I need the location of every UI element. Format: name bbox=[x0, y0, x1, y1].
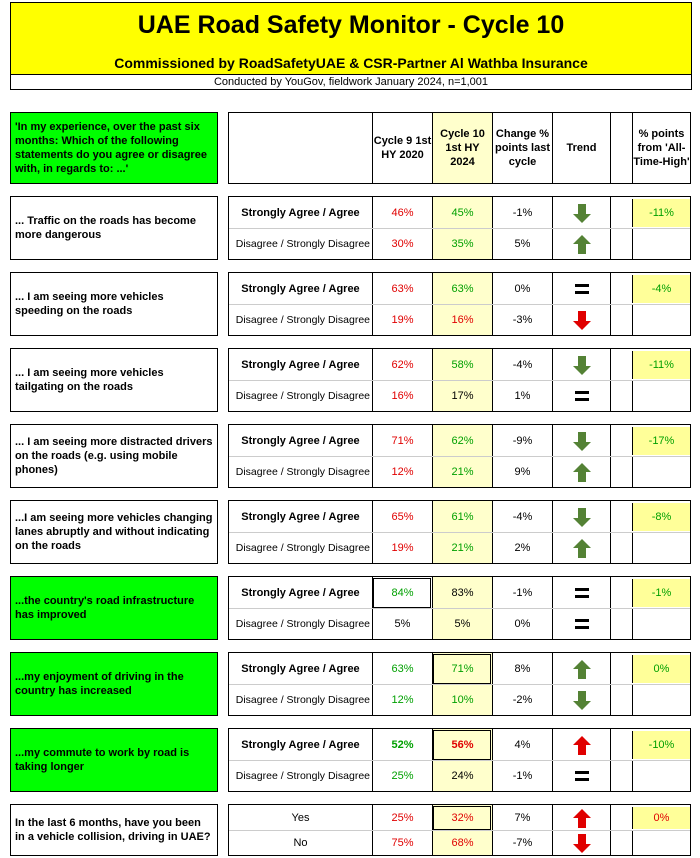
cycle10-value: 21% bbox=[432, 533, 492, 563]
change-value: 9% bbox=[492, 457, 552, 487]
cycle9-value: 16% bbox=[372, 381, 432, 411]
change-value: 0% bbox=[492, 609, 552, 639]
cycle10-value: 21% bbox=[432, 457, 492, 487]
trend-up-green-icon bbox=[552, 533, 610, 563]
cycle10-value: 45% bbox=[432, 197, 492, 229]
statement-text: ... I am seeing more vehicles tailgating on the roads bbox=[10, 348, 218, 412]
statement-text: ...the country's road infrastructure has improved bbox=[10, 576, 218, 640]
statement-row bbox=[228, 424, 691, 488]
cycle10-value: 16% bbox=[432, 305, 492, 335]
response-label: Disagree / Strongly Disagree bbox=[235, 390, 370, 402]
cycle10-value: 35% bbox=[432, 229, 492, 259]
trend-up-green-icon bbox=[552, 653, 610, 685]
response-label: Disagree / Strongly Disagree bbox=[235, 770, 370, 782]
cycle9-value: 63% bbox=[372, 273, 432, 305]
all-time-high-value: 0% bbox=[632, 807, 690, 829]
cycle10-value: 63% bbox=[432, 273, 492, 305]
statement-row bbox=[228, 576, 691, 640]
response-label: Strongly Agree / Agree bbox=[241, 739, 360, 751]
trend-up-red-icon bbox=[552, 805, 610, 831]
change-value: -4% bbox=[492, 501, 552, 533]
fieldwork-note: Conducted by YouGov, fieldwork January 2024, n=1,001 bbox=[10, 74, 692, 90]
statement-text: ...my enjoyment of driving in the country has increased bbox=[10, 652, 218, 716]
trend-down-green-icon bbox=[552, 425, 610, 457]
cycle9-value: 25% bbox=[372, 805, 432, 831]
cycle10-value: 71% bbox=[432, 653, 492, 685]
all-time-high-value: -8% bbox=[632, 503, 690, 531]
all-time-high-value: 0% bbox=[632, 655, 690, 683]
change-value: 7% bbox=[492, 805, 552, 831]
page-title: UAE Road Safety Monitor - Cycle 10 bbox=[137, 11, 565, 39]
column-header-row bbox=[228, 112, 691, 184]
response-label: Disagree / Strongly Disagree bbox=[235, 694, 370, 706]
all-time-high-value: -17% bbox=[632, 427, 690, 455]
change-value: 2% bbox=[492, 533, 552, 563]
response-label: Disagree / Strongly Disagree bbox=[235, 466, 370, 478]
cycle9-value: 25% bbox=[372, 761, 432, 791]
change-value: 5% bbox=[492, 229, 552, 259]
statement-text: ...my commute to work by road is taking longer bbox=[10, 728, 218, 792]
response-label: Disagree / Strongly Disagree bbox=[235, 314, 370, 326]
header-all-time-high: % points from 'All-Time-High' bbox=[632, 113, 690, 183]
question-intro: 'In my experience, over the past six months: Which of the following statements do you agree or disagree with, in regards to: ...' bbox=[10, 112, 218, 184]
trend-equal-icon bbox=[552, 609, 610, 639]
response-label: Disagree / Strongly Disagree bbox=[235, 238, 370, 250]
statement-row bbox=[228, 804, 691, 856]
cycle9-value: 12% bbox=[372, 685, 432, 715]
cycle9-value: 84% bbox=[372, 577, 432, 609]
all-time-high-value: -1% bbox=[632, 579, 690, 607]
response-label: Disagree / Strongly Disagree bbox=[235, 618, 370, 630]
statement-row bbox=[228, 196, 691, 260]
all-time-high-value: -4% bbox=[632, 275, 690, 303]
cycle9-value: 71% bbox=[372, 425, 432, 457]
statement-row bbox=[228, 652, 691, 716]
cycle9-value: 75% bbox=[372, 831, 432, 855]
change-value: -2% bbox=[492, 685, 552, 715]
trend-equal-icon bbox=[552, 577, 610, 609]
cycle10-value: 83% bbox=[432, 577, 492, 609]
trend-up-green-icon bbox=[552, 229, 610, 259]
trend-down-green-icon bbox=[552, 501, 610, 533]
trend-equal-icon bbox=[552, 381, 610, 411]
change-value: 4% bbox=[492, 729, 552, 761]
cycle9-value: 30% bbox=[372, 229, 432, 259]
header-change: Change % points last cycle bbox=[492, 113, 552, 183]
header-cycle10: Cycle 10 1st HY 2024 bbox=[432, 113, 492, 183]
change-value: -4% bbox=[492, 349, 552, 381]
cycle9-value: 19% bbox=[372, 533, 432, 563]
all-time-high-value: -11% bbox=[632, 199, 690, 227]
response-label: Strongly Agree / Agree bbox=[241, 207, 360, 219]
cycle10-value: 61% bbox=[432, 501, 492, 533]
cycle10-value: 62% bbox=[432, 425, 492, 457]
response-label: Strongly Agree / Agree bbox=[241, 511, 360, 523]
change-value: -1% bbox=[492, 761, 552, 791]
statement-row bbox=[228, 728, 691, 792]
cycle9-value: 62% bbox=[372, 349, 432, 381]
cycle9-value: 52% bbox=[372, 729, 432, 761]
change-value: 8% bbox=[492, 653, 552, 685]
header-cycle9: Cycle 9 1st HY 2020 bbox=[372, 113, 432, 183]
cycle10-value: 32% bbox=[432, 805, 492, 831]
statement-text: In the last 6 months, have you been in a vehicle collision, driving in UAE? bbox=[10, 804, 218, 856]
statement-text: ... I am seeing more distracted drivers on the roads (e.g. using mobile phones) bbox=[10, 424, 218, 488]
cycle9-value: 19% bbox=[372, 305, 432, 335]
statement-row bbox=[228, 500, 691, 564]
change-value: -7% bbox=[492, 831, 552, 855]
cycle9-value: 63% bbox=[372, 653, 432, 685]
cycle10-value: 68% bbox=[432, 831, 492, 855]
change-value: 0% bbox=[492, 273, 552, 305]
trend-equal-icon bbox=[552, 273, 610, 305]
page-subtitle: Commissioned by RoadSafetyUAE & CSR-Partner Al Wathba Insurance bbox=[114, 55, 588, 71]
cycle10-value: 56% bbox=[432, 729, 492, 761]
header-trend: Trend bbox=[552, 113, 610, 183]
cycle10-value: 24% bbox=[432, 761, 492, 791]
statement-row bbox=[228, 348, 691, 412]
statement-row bbox=[228, 272, 691, 336]
response-label: Strongly Agree / Agree bbox=[241, 283, 360, 295]
response-label: Strongly Agree / Agree bbox=[241, 359, 360, 371]
cycle10-value: 5% bbox=[432, 609, 492, 639]
cycle9-value: 5% bbox=[372, 609, 432, 639]
all-time-high-value: -10% bbox=[632, 731, 690, 759]
trend-down-green-icon bbox=[552, 349, 610, 381]
statement-text: ... Traffic on the roads has become more dangerous bbox=[10, 196, 218, 260]
change-value: 1% bbox=[492, 381, 552, 411]
statement-text: ...I am seeing more vehicles changing lanes abruptly and without indicating on the roads bbox=[10, 500, 218, 564]
all-time-high-value: -11% bbox=[632, 351, 690, 379]
response-label: Disagree / Strongly Disagree bbox=[235, 542, 370, 554]
trend-down-red-icon bbox=[552, 831, 610, 855]
response-label: No bbox=[293, 837, 308, 849]
response-label: Strongly Agree / Agree bbox=[241, 435, 360, 447]
change-value: -1% bbox=[492, 577, 552, 609]
response-label: Yes bbox=[291, 812, 310, 824]
change-value: -1% bbox=[492, 197, 552, 229]
trend-up-red-icon bbox=[552, 729, 610, 761]
trend-equal-icon bbox=[552, 761, 610, 791]
response-label: Strongly Agree / Agree bbox=[241, 663, 360, 675]
cycle10-value: 10% bbox=[432, 685, 492, 715]
cycle10-value: 17% bbox=[432, 381, 492, 411]
response-label: Strongly Agree / Agree bbox=[241, 587, 360, 599]
trend-up-green-icon bbox=[552, 457, 610, 487]
cycle10-value: 58% bbox=[432, 349, 492, 381]
statement-text: ... I am seeing more vehicles speeding on the roads bbox=[10, 272, 218, 336]
cycle9-value: 65% bbox=[372, 501, 432, 533]
cycle9-value: 46% bbox=[372, 197, 432, 229]
cycle9-value: 12% bbox=[372, 457, 432, 487]
trend-down-red-icon bbox=[552, 305, 610, 335]
trend-down-green-icon bbox=[552, 685, 610, 715]
trend-down-green-icon bbox=[552, 197, 610, 229]
change-value: -9% bbox=[492, 425, 552, 457]
change-value: -3% bbox=[492, 305, 552, 335]
